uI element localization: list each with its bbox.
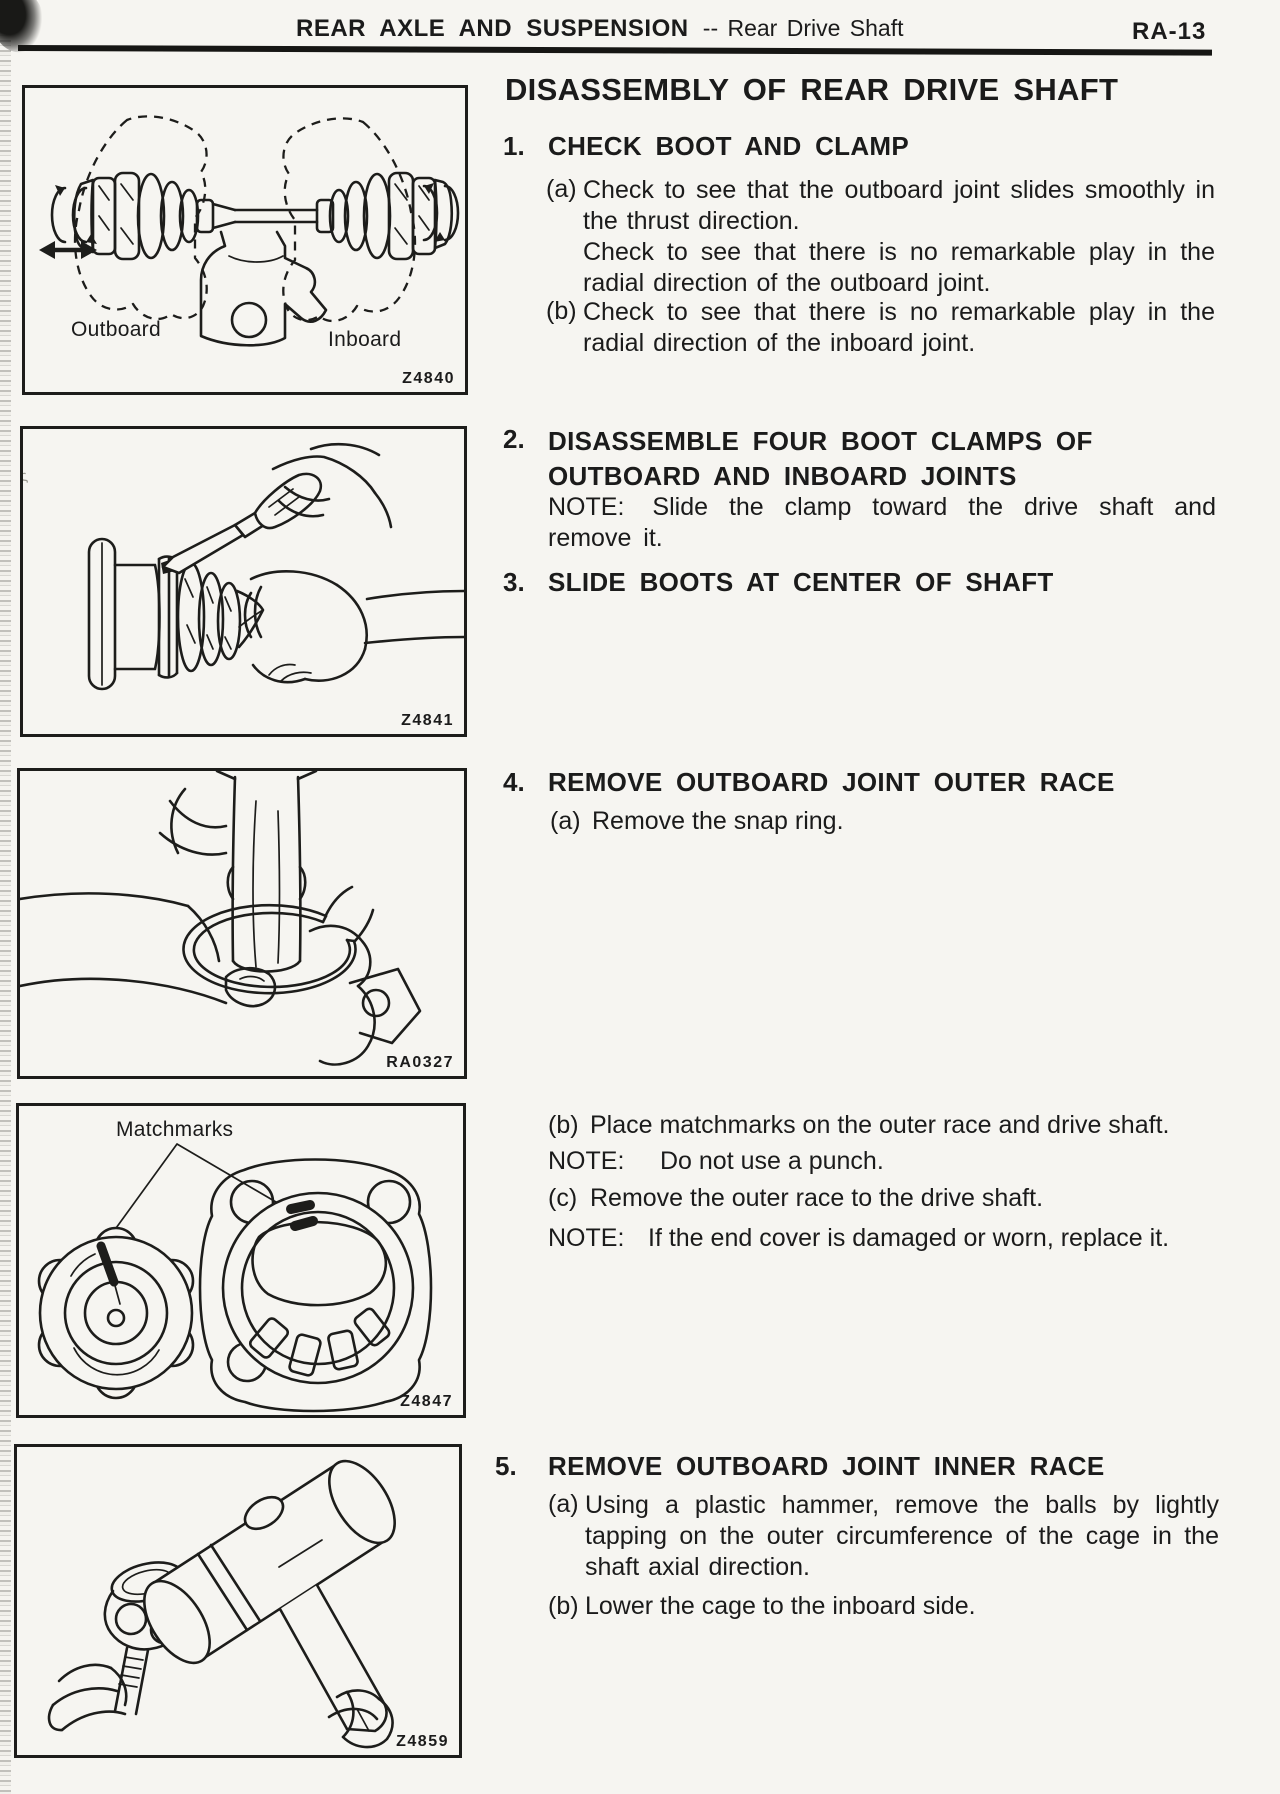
step-1b-text [583, 297, 1215, 359]
figure-1-code: Z4840 [402, 370, 455, 387]
figure-1-outboard-label: Outboard [71, 318, 161, 341]
step-1a-line-2: Check to see that there is no remarkable play in the radial direction of the outboard joint. [583, 238, 1215, 297]
step-1b-line-1: Check to see that there is no remarkable play in the radial direction of the inboard joint. [583, 298, 1215, 357]
figure-4-code: Z4847 [400, 1393, 453, 1410]
figure-4-matchmarks-label: Matchmarks [116, 1118, 234, 1141]
step-2-title-line-2: OUTBOARD AND INBOARD JOINTS [548, 461, 1017, 491]
step-2-note [548, 492, 1216, 554]
step-2-note-label: NOTE: [548, 493, 625, 521]
step-5-number: 5. [495, 1451, 517, 1481]
step-2-note-text: Slide the clamp toward the drive shaft and remove it. [548, 493, 1216, 552]
step-4c-text: Remove the outer race to the drive shaft. [590, 1184, 1044, 1212]
header-section-title: REAR AXLE AND SUSPENSION [296, 15, 689, 42]
matchmarks-drawing [19, 1106, 463, 1415]
figure-5-code: Z4859 [396, 1733, 449, 1750]
step-3-number: 3. [503, 567, 525, 597]
step-1a-label: (a) [546, 175, 577, 203]
step-4-note-2-label: NOTE: [548, 1224, 625, 1252]
figure-2-code: Z4841 [401, 712, 454, 729]
step-5a-line-1: Using a plastic hammer, remove the balls by lightly tapping on the outer circumference of the cage in the shaft axial direction. [585, 1491, 1219, 1581]
step-4b-text: Place matchmarks on the outer race and drive shaft. [590, 1111, 1170, 1139]
step-4-note-1-text: Do not use a punch. [660, 1147, 884, 1175]
hammer-tapping-drawing [17, 1447, 459, 1755]
boot-clamp-removal-drawing [23, 429, 464, 734]
scan-edge-noise [0, 0, 11, 1794]
figure-5-box [14, 1444, 462, 1758]
step-4a-label: (a) [550, 807, 581, 835]
figure-3-code: RA0327 [386, 1054, 454, 1071]
step-5a-text [585, 1490, 1219, 1583]
step-4-title: REMOVE OUTBOARD JOINT OUTER RACE [548, 767, 1115, 797]
section-title: DISASSEMBLY OF REAR DRIVE SHAFT [505, 72, 1119, 107]
step-4a-text: Remove the snap ring. [592, 807, 844, 835]
step-4-number: 4. [503, 767, 525, 797]
snap-ring-removal-drawing [20, 771, 464, 1076]
step-1b-label: (b) [546, 297, 577, 325]
header-subsection-title: -- Rear Drive Shaft [702, 15, 904, 41]
page-header-title [296, 15, 904, 43]
step-1a-line-1: Check to see that the outboard joint slides smoothly in the thrust direction. [583, 176, 1215, 235]
step-2-title-line-1: DISASSEMBLE FOUR BOOT CLAMPS OF [548, 426, 1093, 456]
step-4b-label: (b) [548, 1111, 579, 1139]
step-2-title [548, 424, 1168, 494]
header-rule [18, 45, 1212, 56]
figure-1-inboard-label: Inboard [328, 328, 402, 351]
step-4-note-2-text: If the end cover is damaged or worn, replace it. [648, 1224, 1170, 1252]
step-5a-label: (a) [548, 1490, 579, 1518]
step-3-title: SLIDE BOOTS AT CENTER OF SHAFT [548, 567, 1054, 597]
figure-3-box [17, 768, 467, 1079]
figure-2-box [20, 426, 467, 737]
step-4-note-1-label: NOTE: [548, 1147, 625, 1175]
step-2-number: 2. [503, 424, 525, 454]
step-5b-label: (b) [548, 1592, 579, 1620]
step-1a-text [583, 175, 1215, 299]
step-5b-text: Lower the cage to the inboard side. [585, 1592, 976, 1620]
step-4c-label: (c) [548, 1184, 578, 1212]
figure-4-box [16, 1103, 466, 1418]
step-1-title: CHECK BOOT AND CLAMP [548, 131, 910, 161]
page-number: RA-13 [1132, 18, 1207, 45]
step-5-title: REMOVE OUTBOARD JOINT INNER RACE [548, 1451, 1105, 1481]
step-1-number: 1. [503, 131, 525, 161]
scan-stray-mark: ς [18, 467, 29, 486]
figure-1-box [22, 85, 468, 395]
